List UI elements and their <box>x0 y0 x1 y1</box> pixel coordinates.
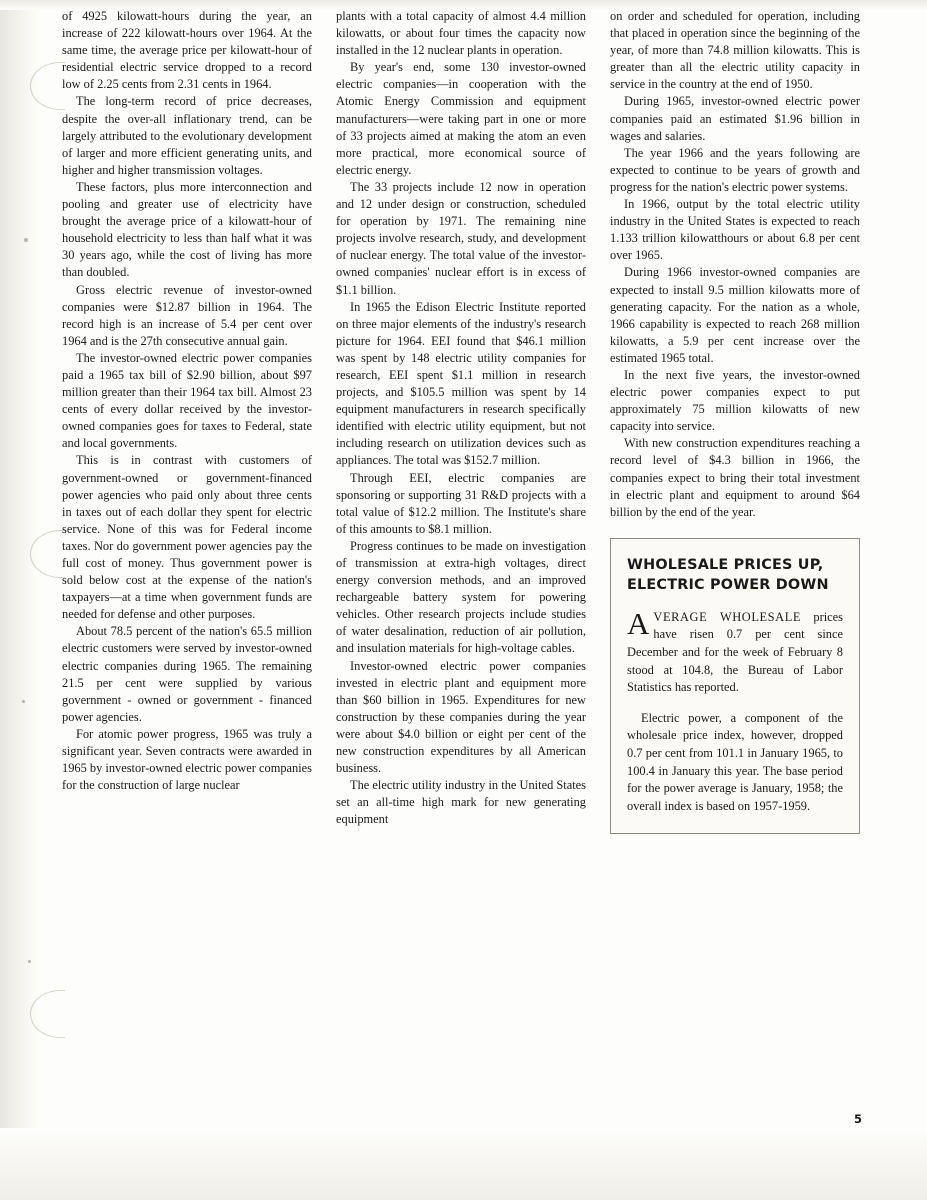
scan-speck <box>24 238 28 242</box>
paragraph: Investor-owned electric power companies invested in electric plant and equipment more than $60 billion in 1965. Expenditures for new construction by these companies during the year were about $4.0 billion or eight per cent of the new construction expenditures by all American business. <box>336 658 586 776</box>
sidebar-body <box>627 605 843 816</box>
sidebar-callout <box>610 538 860 835</box>
paragraph: on order and scheduled for operation, including that placed in operation since the beginning of the year, of more than 74.8 million kilowatts. This is greater than all the electric utility capacity in service in the country at the end of 1950. <box>610 9 860 92</box>
sidebar-paragraph <box>627 605 843 697</box>
paragraph: The 33 projects include 12 now in operation and 12 under design or construction, scheduled for operation by 1971. The remaining nine projects involve research, study, and development of nuclear energy. The total value of the investor-owned companies' nuclear effort is in excess of $1.1 billion. <box>336 179 586 297</box>
article-columns <box>62 8 862 1100</box>
paragraph: In 1966, output by the total electric utility industry in the United States is expected to reach 1.133 trillion kilowatthours or about 6.8 per cent over 1965. <box>610 197 860 263</box>
paragraph: The long-term record of price decreases, despite the over-all inflationary trend, can be largely attributed to the evolutionary development of larger and more efficient generating units, and higher and higher transmission voltages. <box>62 94 312 177</box>
paragraph: About 78.5 percent of the nation's 65.5 million electric customers were served by investor-owned electric companies during 1965. The remaining 21.5 per cent were supplied by various government - owned or government - financed power agencies. <box>62 624 312 724</box>
paragraph: plants with a total capacity of almost 4.4 million kilowatts, or about four times the capacity now installed in the 12 nuclear plants in operation. <box>336 9 586 58</box>
paragraph: During 1966 investor-owned companies are expected to install 9.5 million kilowatts more of generating capacity. For the nation as a whole, 1966 capability is expected to reach 268 million kilowatts, a 5.9 per cent increase over the estimated 1965 total. <box>610 265 860 365</box>
paragraph: Gross electric revenue of investor-owned companies were $12.87 billion in 1964. The record high is an increase of 5.4 per cent over 1964 and is the 27th consecutive annual gain. <box>62 282 312 348</box>
text-column-3 <box>610 8 860 1100</box>
paragraph: Through EEI, electric companies are sponsoring or supporting 31 R&D projects with a total value of $12.2 million. The Institute's share of this amounts to $8.1 million. <box>336 470 586 536</box>
page-bottom-edge-shadow <box>0 1128 927 1200</box>
paragraph: During 1965, investor-owned electric power companies paid an estimated $1.96 billion in wages and salaries. <box>610 94 860 143</box>
page-number: 5 <box>853 1112 862 1126</box>
text-column-1 <box>62 8 312 1100</box>
paragraph: The year 1966 and the years following are expected to continue to be years of growth and progress for the nation's electric power systems. <box>610 145 860 194</box>
paragraph: By year's end, some 130 investor-owned electric companies—in cooperation with the Atomic Energy Commission and equipment manufacturers—were taking part in one or more of 33 projects aimed at making the atom an even more practical, more economical source of electric energy. <box>336 60 586 177</box>
scan-speck <box>22 700 25 703</box>
paragraph: For atomic power progress, 1965 was truly a significant year. Seven contracts were awarded in 1965 by investor-owned electric power companies for the construction of large nuclear <box>62 726 312 793</box>
paragraph: Progress continues to be made on investigation of transmission at extra-high voltages, direct energy conversion methods, and an improved rechargeable battery system for powering vehicles. Other research projects include studies of water desalination, reduction of air pollution, and insulation materials for high-voltage cables. <box>336 538 586 656</box>
paragraph: of 4925 kilowatt-hours during the year, an increase of 222 kilowatt-hours over 1964. At the same time, the average price per kilowatt-hour of residential electric service dropped to a record low of 2.25 cents from 2.31 cents in 1964. <box>62 9 312 92</box>
drop-cap: A <box>627 605 650 641</box>
text-column-2 <box>336 8 586 1100</box>
paragraph: The electric utility industry in the United States set an all-time high mark for new generating equipment <box>336 778 586 827</box>
paragraph: The investor-owned electric power companies paid a 1965 tax bill of $2.90 billion, about $97 million greater than their 1964 tax bill. Almost 23 cents of every dollar received by the investor-owned companies goes for taxes to Federal, state and local governments. <box>62 350 312 451</box>
paragraph: With new construction expenditures reaching a record level of $4.3 billion in 1966, the companies expect to bring their total investment in electric plant and equipment to around $64 billion by the end of the year. <box>610 436 860 519</box>
scan-speck <box>28 960 31 963</box>
sidebar-lead-small-caps: VERAGE WHOLESALE <box>653 609 802 624</box>
paragraph: In 1965 the Edison Electric Institute reported on three major elements of the industry's research picture for 1964. EEI found that $46.1 million was spent by 148 electric utility companies for research, EEI spent $1.1 million in research projects, and $105.5 million was spent by 14 equipment manufacturers in research specifically identified with electric utility equipment, but not including research on utilization devices such as appliances. The total was $152.7 million. <box>336 299 586 468</box>
sidebar-paragraph-text: prices have risen 0.7 per cent since December and for the week of February 8 stood at 104.8, the Bureau of Labor Statistics has reported. <box>627 609 843 695</box>
paragraph: This is in contrast with customers of government-owned or government-financed power agencies who paid only about three cents in taxes out of each dollar they spent for electric service. None of this was for Federal income taxes. Nor do government power agencies pay the full cost of money. Thus government power is sold below cost at the expense of the nation's taxpayers—at a time when government funds are needed for defense and other purposes. <box>62 453 312 622</box>
paragraph: In the next five years, the investor-owned electric power companies expect to put approximately 75 million kilowatts of new capacity into service. <box>610 367 860 434</box>
sidebar-paragraph: Electric power, a component of the wholesale price index, however, dropped 0.7 per cent from 101.1 in January 1965, to 100.4 in January this year. The base period for the power average is January, 1958; the overall index is based on 1957-1959. <box>627 710 843 813</box>
sidebar-title: WHOLESALE PRICES UP, ELECTRIC POWER DOWN <box>627 556 829 593</box>
paragraph: These factors, plus more interconnection and pooling and greater use of electricity have brought the average price of a kilowatt-hour of household electricity to less than half what it was 30 years ago, while the cost of living has more than doubled. <box>62 179 312 280</box>
